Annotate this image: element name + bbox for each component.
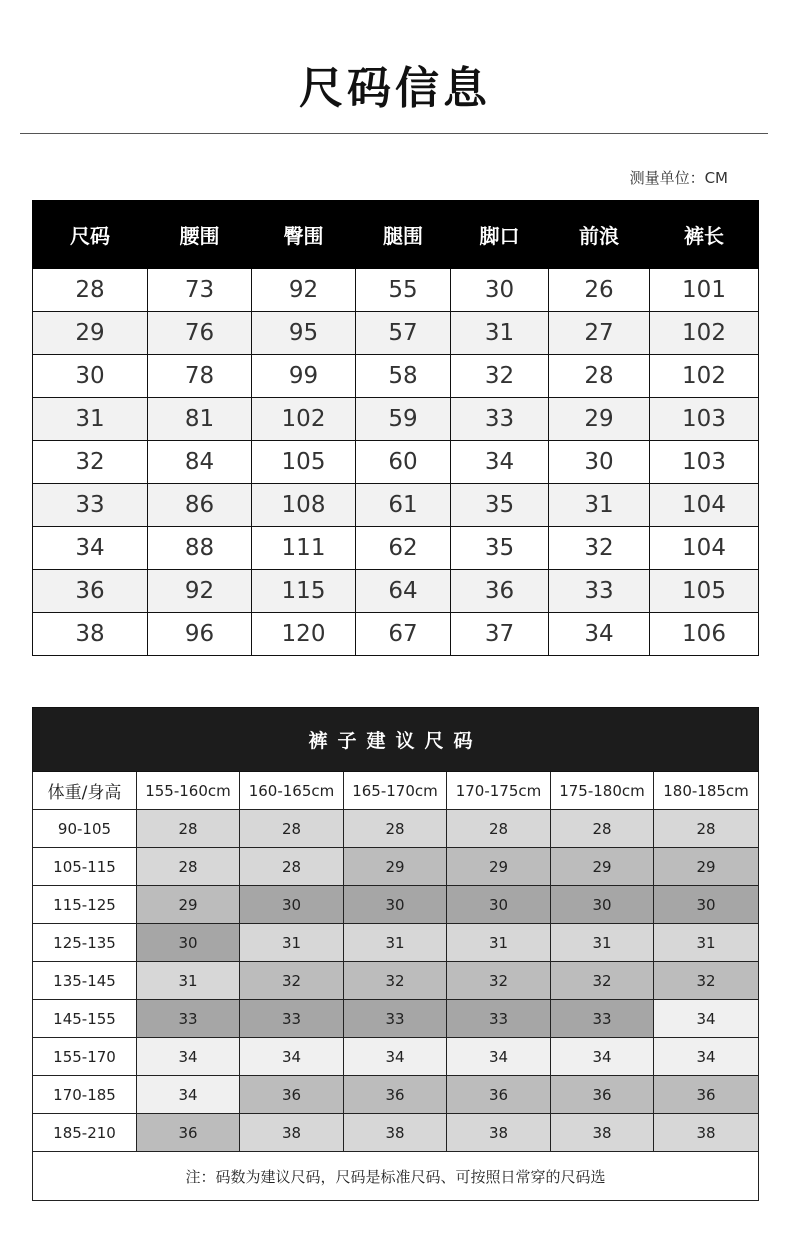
- table-cell: 38: [33, 613, 148, 656]
- table-cell: 35: [451, 484, 549, 527]
- size-cell: 34: [344, 1038, 447, 1076]
- recommendation-row: [33, 924, 759, 962]
- recommendation-row: [33, 810, 759, 848]
- header-hip: 臀围: [252, 201, 356, 269]
- table-cell: 34: [33, 527, 148, 570]
- table-cell: 37: [451, 613, 549, 656]
- page-title: 尺码信息: [299, 63, 491, 114]
- size-cell: 34: [137, 1076, 240, 1114]
- recommendation-title: 裤子建议尺码: [33, 708, 759, 772]
- height-header: 180-185cm: [654, 772, 759, 810]
- table-cell: 95: [252, 312, 356, 355]
- size-cell: 36: [344, 1076, 447, 1114]
- note-row: [33, 1152, 759, 1201]
- size-cell: 29: [137, 886, 240, 924]
- size-cell: 29: [447, 848, 551, 886]
- table-cell: 102: [650, 312, 759, 355]
- size-cell: 36: [551, 1076, 654, 1114]
- table-cell: 34: [549, 613, 650, 656]
- table-cell: 33: [33, 484, 148, 527]
- size-cell: 28: [447, 810, 551, 848]
- table-cell: 30: [451, 269, 549, 312]
- table-cell: 35: [451, 527, 549, 570]
- header-size: 尺码: [33, 201, 148, 269]
- table-cell: 76: [148, 312, 252, 355]
- table-cell: 36: [451, 570, 549, 613]
- size-cell: 38: [240, 1114, 344, 1152]
- table-cell: 92: [252, 269, 356, 312]
- size-cell: 36: [240, 1076, 344, 1114]
- size-cell: 38: [447, 1114, 551, 1152]
- header-length: 裤长: [650, 201, 759, 269]
- weight-cell: 155-170: [33, 1038, 137, 1076]
- table-cell: 115: [252, 570, 356, 613]
- table-row: [33, 441, 759, 484]
- size-cell: 29: [551, 848, 654, 886]
- table-cell: 102: [650, 355, 759, 398]
- recommendation-row: [33, 1114, 759, 1152]
- recommendation-table: [32, 707, 759, 1201]
- size-cell: 30: [344, 886, 447, 924]
- recommendation-row: [33, 848, 759, 886]
- table-row: [33, 398, 759, 441]
- table-cell: 31: [451, 312, 549, 355]
- recommendation-row: [33, 962, 759, 1000]
- size-cell: 30: [240, 886, 344, 924]
- weight-cell: 125-135: [33, 924, 137, 962]
- table-cell: 60: [356, 441, 451, 484]
- size-cell: 33: [551, 1000, 654, 1038]
- size-cell: 33: [447, 1000, 551, 1038]
- table-cell: 101: [650, 269, 759, 312]
- size-cell: 32: [344, 962, 447, 1000]
- size-cell: 31: [654, 924, 759, 962]
- size-cell: 36: [654, 1076, 759, 1114]
- header-leg-opening: 脚口: [451, 201, 549, 269]
- size-cell: 31: [551, 924, 654, 962]
- table-cell: 29: [549, 398, 650, 441]
- weight-cell: 135-145: [33, 962, 137, 1000]
- weight-cell: 170-185: [33, 1076, 137, 1114]
- recommendation-row: [33, 1038, 759, 1076]
- header-waist: 腰围: [148, 201, 252, 269]
- size-cell: 34: [447, 1038, 551, 1076]
- size-cell: 32: [551, 962, 654, 1000]
- table-cell: 88: [148, 527, 252, 570]
- unit-label: 测量单位：CM: [629, 169, 728, 187]
- table-cell: 120: [252, 613, 356, 656]
- size-cell: 31: [240, 924, 344, 962]
- size-cell: 33: [240, 1000, 344, 1038]
- table-cell: 92: [148, 570, 252, 613]
- recommendation-row: [33, 1076, 759, 1114]
- size-cell: 30: [137, 924, 240, 962]
- table-cell: 57: [356, 312, 451, 355]
- height-header: 170-175cm: [447, 772, 551, 810]
- table-cell: 96: [148, 613, 252, 656]
- recommendation-row: [33, 886, 759, 924]
- size-cell: 34: [137, 1038, 240, 1076]
- size-cell: 36: [447, 1076, 551, 1114]
- table-cell: 86: [148, 484, 252, 527]
- height-header: 160-165cm: [240, 772, 344, 810]
- table-cell: 30: [549, 441, 650, 484]
- weight-cell: 90-105: [33, 810, 137, 848]
- table-cell: 32: [451, 355, 549, 398]
- table-row: [33, 570, 759, 613]
- table-cell: 29: [33, 312, 148, 355]
- recommendation-row: [33, 1000, 759, 1038]
- table-cell: 108: [252, 484, 356, 527]
- table-cell: 32: [549, 527, 650, 570]
- table-row: [33, 269, 759, 312]
- table-cell: 62: [356, 527, 451, 570]
- table-cell: 67: [356, 613, 451, 656]
- size-cell: 30: [654, 886, 759, 924]
- table-cell: 34: [451, 441, 549, 484]
- table-row: [33, 613, 759, 656]
- size-cell: 31: [344, 924, 447, 962]
- size-cell: 31: [447, 924, 551, 962]
- table-cell: 105: [650, 570, 759, 613]
- header-thigh: 腿围: [356, 201, 451, 269]
- size-cell: 36: [137, 1114, 240, 1152]
- size-cell: 32: [240, 962, 344, 1000]
- table-cell: 28: [549, 355, 650, 398]
- table-row: [33, 484, 759, 527]
- corner-label: 体重/身高: [33, 772, 137, 810]
- table-cell: 32: [33, 441, 148, 484]
- table-cell: 30: [33, 355, 148, 398]
- table-cell: 61: [356, 484, 451, 527]
- table-cell: 64: [356, 570, 451, 613]
- table-cell: 104: [650, 527, 759, 570]
- size-cell: 32: [654, 962, 759, 1000]
- size-table: [32, 200, 759, 656]
- height-header: 165-170cm: [344, 772, 447, 810]
- size-cell: 28: [137, 810, 240, 848]
- size-cell: 28: [137, 848, 240, 886]
- table-cell: 26: [549, 269, 650, 312]
- table-row: [33, 312, 759, 355]
- table-cell: 103: [650, 441, 759, 484]
- size-cell: 29: [654, 848, 759, 886]
- size-cell: 33: [137, 1000, 240, 1038]
- table-cell: 27: [549, 312, 650, 355]
- weight-cell: 185-210: [33, 1114, 137, 1152]
- size-cell: 28: [551, 810, 654, 848]
- size-cell: 34: [240, 1038, 344, 1076]
- size-cell: 33: [344, 1000, 447, 1038]
- table-cell: 31: [549, 484, 650, 527]
- size-cell: 29: [344, 848, 447, 886]
- weight-cell: 105-115: [33, 848, 137, 886]
- table-cell: 81: [148, 398, 252, 441]
- size-cell: 28: [654, 810, 759, 848]
- table-cell: 33: [549, 570, 650, 613]
- table-cell: 33: [451, 398, 549, 441]
- weight-cell: 115-125: [33, 886, 137, 924]
- table-cell: 111: [252, 527, 356, 570]
- table-cell: 58: [356, 355, 451, 398]
- title-divider: [20, 133, 768, 134]
- size-cell: 34: [551, 1038, 654, 1076]
- note-text: 注：码数为建议尺码，尺码是标准尺码、可按照日常穿的尺码选: [33, 1152, 759, 1201]
- size-cell: 38: [654, 1114, 759, 1152]
- size-cell: 28: [240, 848, 344, 886]
- table-cell: 28: [33, 269, 148, 312]
- table-row: [33, 355, 759, 398]
- size-cell: 30: [551, 886, 654, 924]
- height-header: 155-160cm: [137, 772, 240, 810]
- size-cell: 31: [137, 962, 240, 1000]
- table-cell: 102: [252, 398, 356, 441]
- size-cell: 28: [240, 810, 344, 848]
- table-cell: 73: [148, 269, 252, 312]
- table-cell: 78: [148, 355, 252, 398]
- height-header: 175-180cm: [551, 772, 654, 810]
- table-cell: 84: [148, 441, 252, 484]
- size-cell: 34: [654, 1038, 759, 1076]
- weight-cell: 145-155: [33, 1000, 137, 1038]
- size-cell: 38: [344, 1114, 447, 1152]
- table-cell: 55: [356, 269, 451, 312]
- size-cell: 30: [447, 886, 551, 924]
- size-table-header-row: [33, 201, 759, 269]
- table-cell: 59: [356, 398, 451, 441]
- size-cell: 34: [654, 1000, 759, 1038]
- table-cell: 36: [33, 570, 148, 613]
- table-cell: 103: [650, 398, 759, 441]
- table-cell: 106: [650, 613, 759, 656]
- table-cell: 99: [252, 355, 356, 398]
- size-cell: 38: [551, 1114, 654, 1152]
- table-cell: 31: [33, 398, 148, 441]
- table-cell: 105: [252, 441, 356, 484]
- size-cell: 32: [447, 962, 551, 1000]
- header-front-rise: 前浪: [549, 201, 650, 269]
- table-cell: 104: [650, 484, 759, 527]
- size-cell: 28: [344, 810, 447, 848]
- table-row: [33, 527, 759, 570]
